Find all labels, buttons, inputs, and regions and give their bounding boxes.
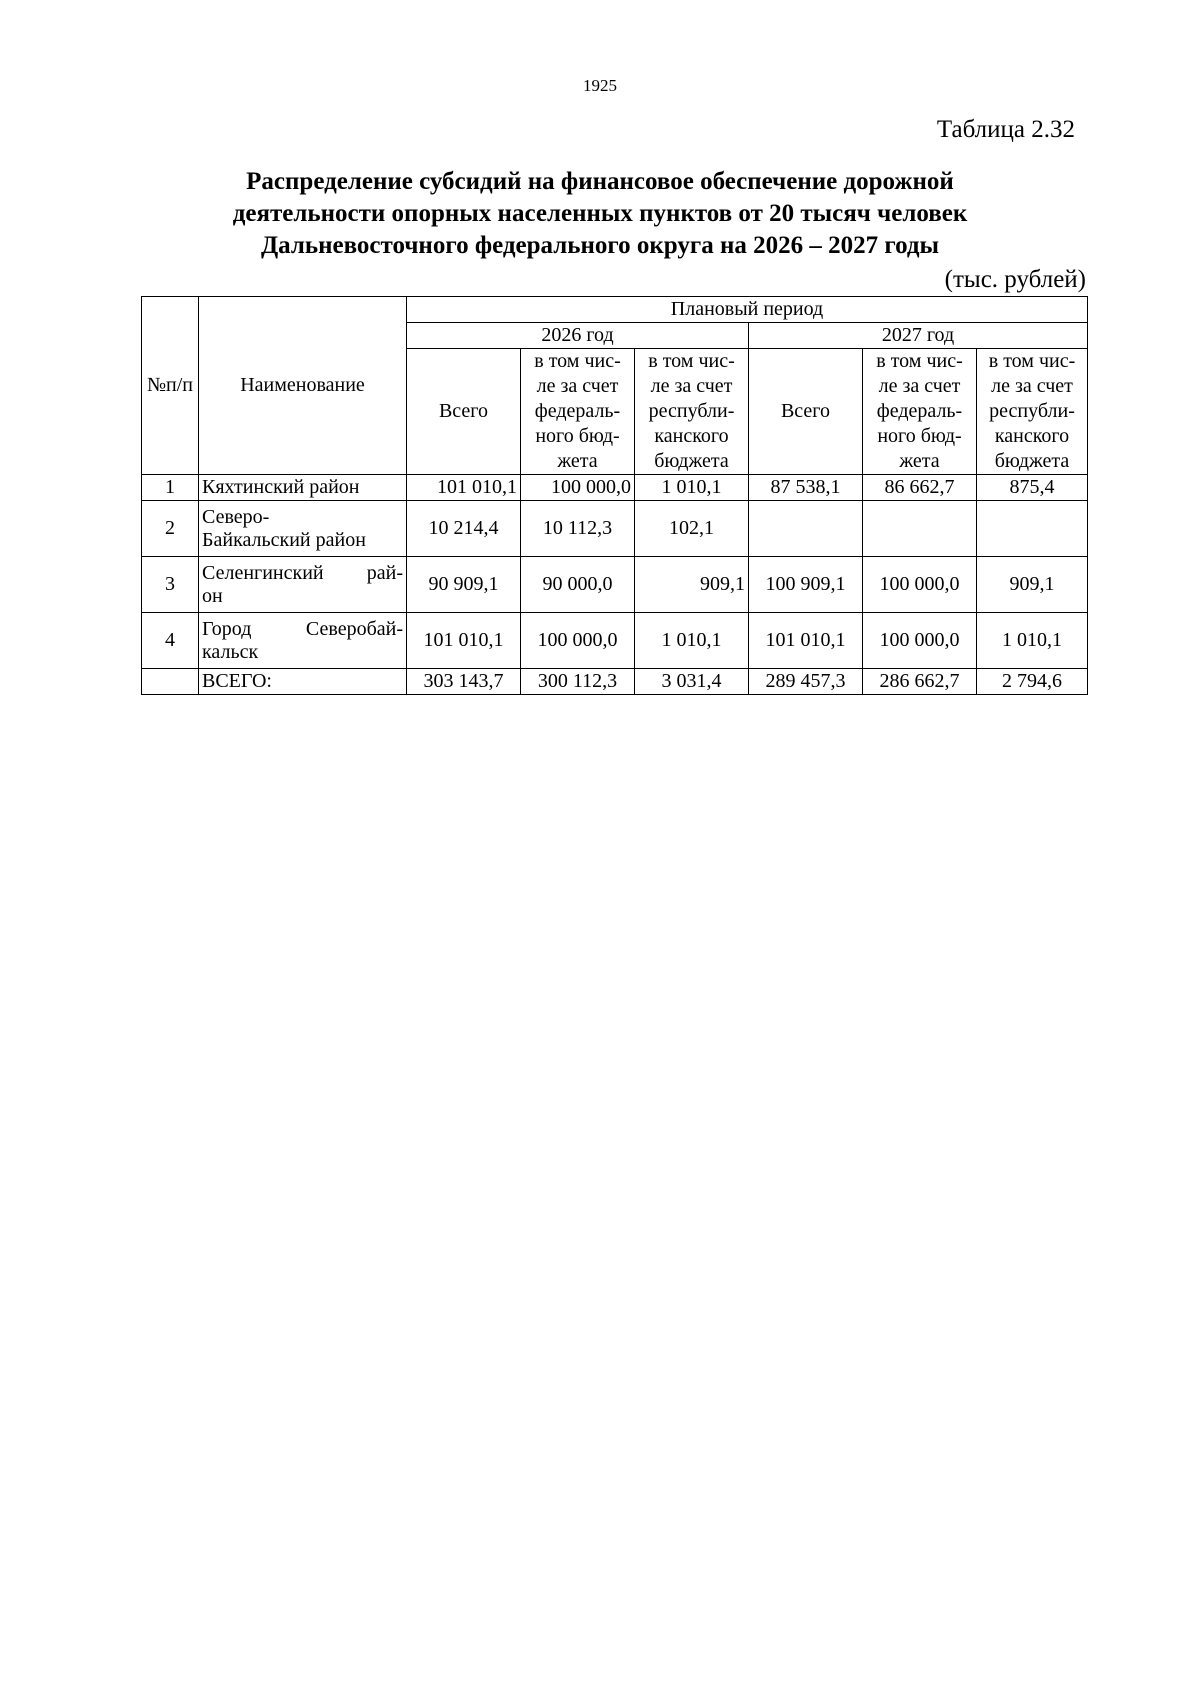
row-num: 1 (142, 475, 199, 501)
header-line: в том чис- (988, 350, 1076, 372)
row-value: 90 000,0 (521, 557, 635, 613)
row-value: 100 000,0 (863, 613, 977, 669)
title-line: Распределение субсидий на финансовое обеспечение дорожной (246, 168, 954, 195)
row-name (199, 557, 407, 613)
header-line: в том чис- (876, 350, 963, 372)
header-line: в том чис- (648, 350, 735, 372)
header-line: бюджета (654, 450, 729, 472)
row-value (863, 501, 977, 557)
table-label: Таблица 2.32 (936, 116, 1075, 143)
header-line: канского (994, 425, 1070, 447)
header-line: ле за счет (991, 375, 1073, 397)
row-name-line: кальск (202, 640, 259, 663)
header-line: ле за счет (650, 375, 733, 397)
row-value: 87 538,1 (749, 475, 863, 501)
row-value: 875,4 (977, 475, 1088, 501)
total-row (142, 669, 1088, 695)
row-num: 2 (142, 501, 199, 557)
row-name (199, 501, 407, 557)
header-line: жета (899, 450, 940, 472)
row-name-line: Кяхтинский район (202, 476, 360, 498)
row-name-line: он (202, 584, 223, 607)
header-line: ле за счет (878, 375, 961, 397)
header-line: федераль- (876, 400, 963, 422)
row-name-line: Байкальский район (202, 528, 366, 551)
row-name-line: Город Северобай- (202, 617, 403, 640)
total-label: ВСЕГО: (199, 669, 407, 695)
header-year-2027: 2027 год (749, 323, 1088, 349)
total-value: 300 112,3 (521, 669, 635, 695)
row-value: 100 000,0 (863, 557, 977, 613)
row-value: 909,1 (635, 557, 749, 613)
total-value: 289 457,3 (749, 669, 863, 695)
document-title (150, 166, 1050, 262)
header-name: Наименование (199, 297, 407, 475)
header-total-2027: Всего (749, 349, 863, 475)
header-republic-2026 (635, 349, 749, 475)
page-number: 1925 (583, 76, 617, 95)
header-federal-2026 (521, 349, 635, 475)
total-num-empty (142, 669, 199, 695)
row-value: 101 010,1 (407, 475, 521, 501)
header-line: жета (557, 450, 598, 472)
header-num: №п/п (142, 297, 199, 475)
header-line: в том чис- (534, 350, 621, 372)
units-label: (тыс. рублей) (944, 266, 1086, 293)
header-line: федераль- (534, 400, 621, 422)
row-name (199, 613, 407, 669)
row-value (977, 501, 1088, 557)
table-row (142, 613, 1088, 669)
row-value: 100 000,0 (521, 475, 635, 501)
header-total-2026: Всего (407, 349, 521, 475)
header-line: бюджета (994, 450, 1070, 472)
header-line: ного бюд- (535, 425, 620, 447)
row-value: 10 112,3 (521, 501, 635, 557)
row-name-line: Северо- (202, 505, 270, 528)
title-line: Дальневосточного федерального округа на 2026 – 2027 годы (260, 232, 940, 259)
header-republic-2027 (977, 349, 1088, 475)
row-value: 909,1 (977, 557, 1088, 613)
header-line: ле за счет (536, 375, 619, 397)
row-value: 10 214,4 (407, 501, 521, 557)
total-value: 3 031,4 (635, 669, 749, 695)
row-value: 86 662,7 (863, 475, 977, 501)
table-row (142, 557, 1088, 613)
row-value: 1 010,1 (977, 613, 1088, 669)
header-federal-2027 (863, 349, 977, 475)
total-value: 286 662,7 (863, 669, 977, 695)
header-line: республи- (989, 400, 1075, 422)
row-name-line: Селенгинский рай- (202, 561, 403, 584)
row-value: 100 909,1 (749, 557, 863, 613)
row-value: 1 010,1 (635, 475, 749, 501)
header-line: ного бюд- (877, 425, 962, 447)
table-row (142, 475, 1088, 501)
header-row-1 (142, 297, 1088, 323)
total-value: 2 794,6 (977, 669, 1088, 695)
row-name (199, 475, 407, 501)
table-row (142, 501, 1088, 557)
row-value: 1 010,1 (635, 613, 749, 669)
header-line: канского (654, 425, 729, 447)
row-num: 3 (142, 557, 199, 613)
row-value (749, 501, 863, 557)
total-value: 303 143,7 (407, 669, 521, 695)
row-value: 101 010,1 (749, 613, 863, 669)
header-planned-period: Плановый период (407, 297, 1088, 323)
header-line: республи- (648, 400, 735, 422)
row-num: 4 (142, 613, 199, 669)
subsidy-table (141, 296, 1088, 695)
row-value: 102,1 (635, 501, 749, 557)
row-value: 100 000,0 (521, 613, 635, 669)
header-year-2026: 2026 год (407, 323, 749, 349)
row-value: 90 909,1 (407, 557, 521, 613)
row-value: 101 010,1 (407, 613, 521, 669)
title-line: деятельности опорных населенных пунктов от 20 тысяч человек (232, 200, 968, 227)
